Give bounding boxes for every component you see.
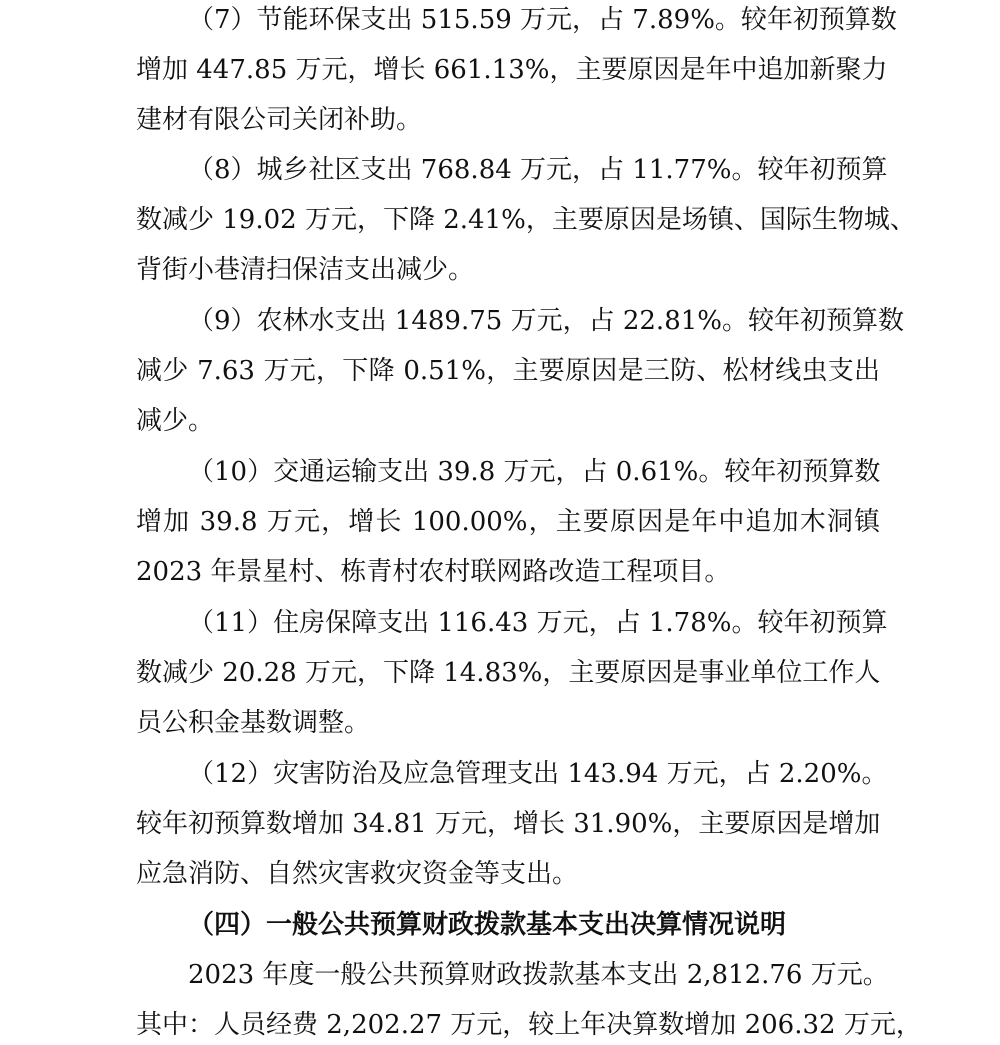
paragraph-10-line-2: 增加 39.8 万元，增长 100.00%，主要原因是年中追加木洞镇 [136, 507, 880, 537]
paragraph-11-line-1: （11）住房保障支出 116.43 万元，占 1.78%。较年初预算 [188, 608, 888, 638]
paragraph-10-line-3: 2023 年景星村、栋青村农村联网路改造工程项目。 [136, 557, 731, 587]
paragraph-11-line-3: 员公积金基数调整。 [136, 708, 371, 738]
paragraph-7-line-3: 建材有限公司关闭补助。 [136, 105, 423, 135]
paragraph-12-line-3: 应急消防、自然灾害救灾资金等支出。 [136, 859, 579, 889]
paragraph-8-line-2: 数减少 19.02 万元，下降 2.41%，主要原因是场镇、国际生物城、 [136, 205, 916, 235]
paragraph-12-line-2: 较年初预算数增加 34.81 万元，增长 31.90%，主要原因是增加 [136, 809, 881, 839]
section-heading: （四）一般公共预算财政拨款基本支出决算情况说明 [188, 910, 787, 940]
summary-line-2: 其中：人员经费 2,202.27 万元，较上年决算数增加 206.32 万元， [136, 1010, 922, 1040]
paragraph-10-line-1: （10）交通运输支出 39.8 万元，占 0.61%。较年初预算数 [188, 457, 881, 487]
summary-line-1: 2023 年度一般公共预算财政拨款基本支出 2,812.76 万元。 [188, 960, 889, 990]
paragraph-7-line-1: （7）节能环保支出 515.59 万元，占 7.89%。较年初预算数 [188, 5, 897, 35]
paragraph-11-line-2: 数减少 20.28 万元，下降 14.83%，主要原因是事业单位工作人 [136, 658, 881, 688]
paragraph-12-line-1: （12）灾害防治及应急管理支出 143.94 万元，占 2.20%。 [188, 759, 888, 789]
paragraph-7-line-2: 增加 447.85 万元，增长 661.13%，主要原因是年中追加新聚力 [136, 55, 888, 85]
paragraph-8-line-3: 背街小巷清扫保洁支出减少。 [136, 255, 475, 285]
paragraph-9-line-3: 减少。 [136, 406, 215, 436]
paragraph-9-line-2: 减少 7.63 万元，下降 0.51%，主要原因是三防、松材线虫支出 [136, 356, 880, 386]
paragraph-9-line-1: （9）农林水支出 1489.75 万元，占 22.81%。较年初预算数 [188, 306, 904, 336]
paragraph-8-line-1: （8）城乡社区支出 768.84 万元，占 11.77%。较年初预算 [188, 155, 888, 185]
